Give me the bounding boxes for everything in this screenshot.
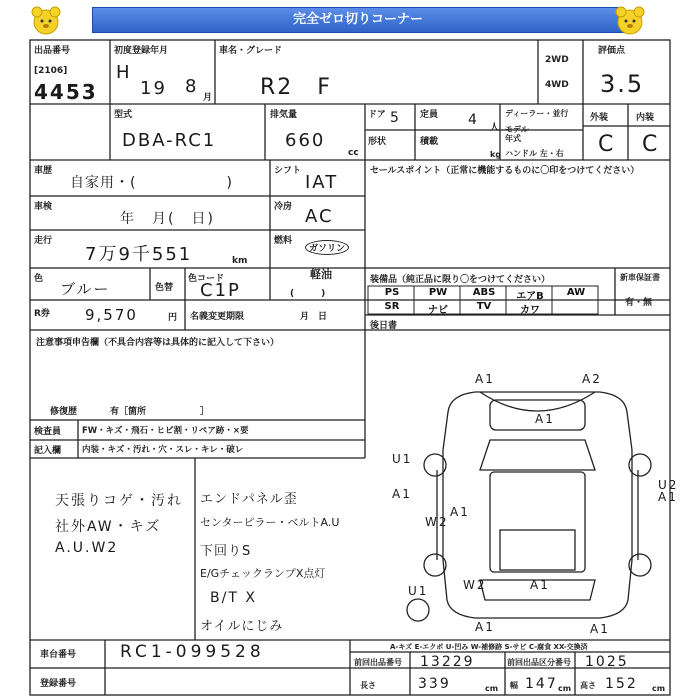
mileage-label: 走行 (34, 236, 53, 246)
aircon-value: AC (305, 206, 334, 227)
mileage-unit: km (232, 256, 248, 266)
inspection-value: 年 月( 日) (120, 211, 215, 227)
damage-mark: U2 (658, 478, 679, 492)
model-name-label: 車名・グレード (219, 46, 283, 56)
warranty-label: 新車保証書 (620, 273, 660, 282)
doors-value: 5 (390, 110, 401, 126)
equip-leather: カワ (520, 305, 540, 316)
aircon-label: 冷房 (274, 202, 293, 212)
width-value: 147 (525, 676, 558, 692)
fuel-label: 燃料 (274, 236, 293, 246)
record-label: 記入欄 (34, 446, 62, 456)
displacement-label: 排気量 (270, 110, 298, 120)
year-label: 初度登録年月 (114, 46, 169, 56)
note-right-5: B/T X (210, 590, 257, 606)
dealer-label: ディーラー・並行 (505, 109, 569, 118)
color-value: ブルー (60, 280, 111, 298)
note-right-2: センターピラー・ベルトA.U (200, 516, 340, 529)
exterior-value: C (598, 132, 616, 157)
equip-navi: ナビ (428, 305, 448, 316)
height-label: 高さ (580, 681, 596, 690)
interior-value: C (642, 132, 660, 157)
width-unit: cm (558, 684, 572, 693)
chassis-label: 車台番号 (40, 650, 77, 660)
model-label: モデル (505, 125, 529, 134)
capacity-unit: 人 (490, 123, 500, 133)
damage-mark: A2 (582, 372, 602, 386)
repair-label: 修復歴 (50, 407, 78, 417)
inspector-label: 検査員 (34, 427, 62, 437)
equipment-label: 装備品（純正品に限り〇をつけてください） (370, 275, 551, 285)
prev-no-value: 13229 (420, 654, 475, 670)
model-name-value: R2 F (260, 75, 332, 100)
damage-mark: A1 (658, 490, 678, 504)
drive-2wd: 2WD (545, 55, 569, 65)
damage-mark: A1 (450, 505, 470, 519)
load-unit: kg (490, 150, 502, 159)
drive-4wd: 4WD (545, 80, 569, 90)
damage-mark: A1 (475, 372, 495, 386)
equip-abs: ABS (472, 287, 496, 298)
warranty-value: 有・無 (625, 298, 653, 308)
lot-code: [2106] (34, 66, 68, 76)
damage-mark: A1 (590, 622, 610, 636)
damage-mark: A1 (475, 620, 495, 634)
sales-point-label: セールスポイント（正常に機能するものに〇印をつけてください） (370, 166, 640, 176)
recycle-unit: 円 (168, 313, 178, 323)
prev-div-label: 前回出品区分番号 (507, 658, 571, 667)
length-unit: cm (485, 684, 499, 693)
score-value: 3.5 (600, 70, 645, 98)
damage-mark: A1 (392, 487, 412, 501)
width-label: 幅 (510, 681, 518, 690)
year-model-label: 年式 (505, 134, 521, 143)
equip-sr: SR (384, 301, 400, 312)
lot-number: 4453 (34, 80, 98, 104)
color-label: 色 (34, 274, 44, 284)
year-value: 19 (140, 78, 167, 99)
damage-mark: U1 (408, 584, 429, 598)
shift-value: IAT (305, 172, 339, 193)
repair-value: 有［箇所 ］ (110, 407, 210, 417)
damage-mark: A1 (530, 578, 550, 592)
legend-text: A-キズ E-エクボ U-凹み W-補修跡 S-サビ C-腐食 XX-交換済 (390, 643, 588, 651)
reg-number-label: 登録番号 (40, 679, 77, 689)
reg-deadline-label: 名義変更期限 (190, 312, 245, 322)
equip-tv: TV (476, 301, 492, 312)
note-right-3: 下回りS (200, 544, 252, 559)
fuel-gas: ガソリン (305, 240, 349, 255)
load-label: 積載 (420, 137, 439, 147)
color-sub-label: 色替 (155, 283, 174, 293)
type-value: DBA-RC1 (122, 130, 217, 151)
history-value: 自家用・( ) (70, 175, 233, 191)
length-label: 長さ (360, 681, 376, 690)
note-right-4: E/GチェックランプX点灯 (200, 567, 326, 580)
damage-mark: W2 (463, 578, 487, 592)
prev-no-label: 前回出品番号 (354, 658, 402, 667)
equip-aw: AW (566, 287, 586, 298)
note-right-1: エンドパネル歪 (200, 492, 298, 507)
displacement-value: 660 (285, 130, 326, 151)
exterior-label: 外装 (590, 113, 609, 123)
recycle-value: 9,570 (85, 306, 138, 324)
year-month-unit: 月 (203, 93, 213, 103)
note-left-2: 社外AW・キズ (55, 519, 162, 535)
length-value: 339 (418, 676, 451, 692)
note-right-6: オイルにじみ (200, 619, 284, 634)
color-code-value: C1P (200, 280, 241, 301)
recycle-label: R券 (34, 309, 50, 319)
mileage-value: 7万9千551 (85, 244, 193, 265)
lot-label: 出品番号 (34, 46, 71, 56)
damage-mark: A1 (535, 412, 555, 426)
handle-label: ハンドル 左・右 (505, 149, 564, 158)
shift-label: シフト (274, 166, 302, 176)
interior-label: 内装 (636, 113, 655, 123)
inspection-label: 車検 (34, 202, 53, 212)
notes-label: 注意事項申告欄（不具合内容等は具体的に記入して下さい） (36, 338, 280, 348)
car-diagram (407, 392, 651, 621)
fuel-other: ( ) (290, 289, 326, 299)
equip-ps: PS (384, 287, 400, 298)
equip-airbag: エアB (516, 291, 544, 302)
type-label: 型式 (114, 110, 133, 120)
displacement-unit: cc (348, 148, 359, 158)
score-label: 評価点 (598, 46, 626, 56)
note-left-1: 天張りコゲ・汚れ (55, 493, 183, 509)
reg-deadline-value: 月 日 (300, 312, 328, 322)
capacity-label: 定員 (420, 110, 439, 120)
history-label: 車歴 (34, 166, 53, 176)
year-month: 8 (185, 76, 199, 97)
equip-pw: PW (428, 287, 448, 298)
prev-div-value: 1025 (585, 654, 629, 670)
note-left-3: A.U.W2 (55, 540, 119, 556)
shape-label: 形状 (368, 137, 387, 147)
damage-mark: W2 (425, 515, 449, 529)
after-date-label: 後日書 (370, 321, 398, 331)
fuel-diesel: 軽油 (310, 268, 332, 281)
doors-label: ドア (368, 110, 386, 120)
inspector-row1: FW・キズ・飛石・ヒビ割・リペア跡・×要 (82, 426, 249, 436)
page-header: 完全ゼロ切りコーナー (92, 7, 624, 33)
height-value: 152 (605, 676, 638, 692)
color-code-label: 色コード (188, 274, 225, 284)
capacity-value: 4 (468, 112, 479, 128)
damage-mark: U1 (392, 452, 413, 466)
height-unit: cm (652, 684, 666, 693)
inspector-row2: 内装・キズ・汚れ・穴・スレ・キレ・破レ (82, 445, 244, 455)
chassis-value: RC1-099528 (120, 642, 265, 662)
year-era: H (116, 62, 132, 83)
